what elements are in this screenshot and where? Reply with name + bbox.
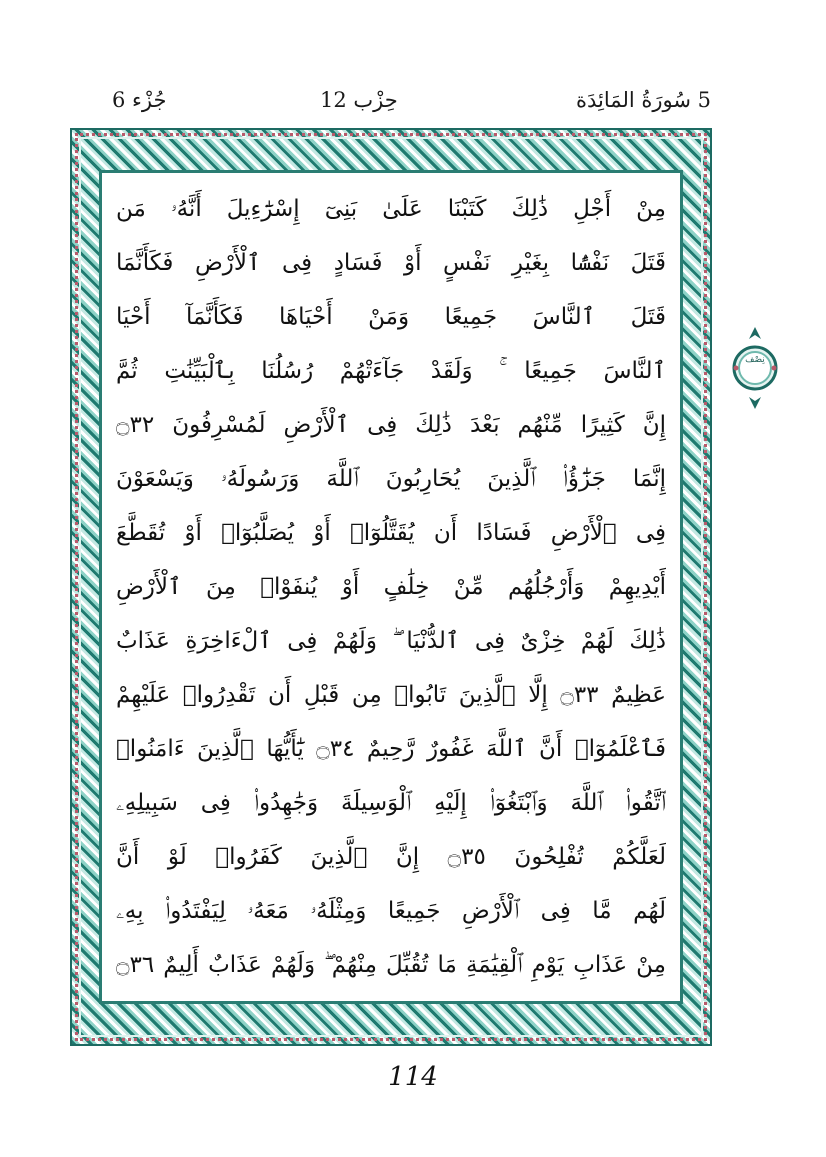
text-line-15: مِنْ عَذَابِ يَوْمِ ٱلْقِيَٰمَةِ مَا تُقُبِّلَ مِنْهُمْ ۖ وَلَهُمْ عَذَابٌ أَلِيمٌ ۝٣٦ [116,952,666,978]
marker-label: نِصْف [745,355,765,365]
text-line-12: ٱتَّقُوا۟ ٱللَّهَ وَٱبْتَغُوٓا۟ إِلَيْهِ ٱلْوَسِيلَةَ وَجَٰهِدُوا۟ فِى سَبِيلِهِۦ [116,790,666,816]
header-juz: جُزْء 6 [112,88,167,112]
text-line-2: قَتَلَ نَفْسًۢا بِغَيْرِ نَفْسٍ أَوْ فَسَادٍ فِى ٱلْأَرْضِ فَكَأَنَّمَا [116,250,666,276]
ornamental-frame [70,128,712,1046]
text-line-4: ٱلنَّاسَ جَمِيعًا ۚ وَلَقَدْ جَآءَتْهُمْ رُسُلُنَا بِٱلْبَيِّنَٰتِ ثُمَّ [116,358,666,384]
text-line-13: لَعَلَّكُمْ تُفْلِحُونَ ۝٣٥ إِنَّ ٱلَّذِينَ كَفَرُوا۟ لَوْ أَنَّ [116,844,666,870]
rosette-icon [732,325,778,411]
text-line-14: لَهُم مَّا فِى ٱلْأَرْضِ جَمِيعًا وَمِثْلَهُۥ مَعَهُۥ لِيَفْتَدُوا۟ بِهِۦ [116,898,666,924]
header-surah: 5 سُورَةُ المَائِدَة [576,88,711,112]
text-line-1: مِنْ أَجْلِ ذَٰلِكَ كَتَبْنَا عَلَىٰ بَنِىٓ إِسْرَٰٓءِيلَ أَنَّهُۥ مَن [116,196,666,222]
text-line-7: فِى ٱلْأَرْضِ فَسَادًا أَن يُقَتَّلُوٓا۟ أَوْ يُصَلَّبُوٓا۟ أَوْ تُقَطَّعَ [116,520,666,546]
page-number: 114 [388,1062,438,1092]
text-line-3: قَتَلَ ٱلنَّاسَ جَمِيعًا وَمَنْ أَحْيَاهَا فَكَأَنَّمَآ أَحْيَا [116,304,666,330]
hizb-quarter-marker [732,325,778,411]
text-line-6: إِنَّمَا جَزَٰٓؤُا۟ ٱلَّذِينَ يُحَارِبُونَ ٱللَّهَ وَرَسُولَهُۥ وَيَسْعَوْنَ [116,466,666,492]
text-line-11: فَٱعْلَمُوٓا۟ أَنَّ ٱللَّهَ غَفُورٌ رَّحِيمٌ ۝٣٤ يَٰٓأَيُّهَا ٱلَّذِينَ ءَامَنُوا۟ [116,736,666,762]
text-lines [102,173,680,1001]
text-panel [99,170,683,1004]
text-line-5: إِنَّ كَثِيرًا مِّنْهُم بَعْدَ ذَٰلِكَ فِى ٱلْأَرْضِ لَمُسْرِفُونَ ۝٣٢ [116,412,666,438]
header-hizb: حِزْب 12 [320,88,398,112]
text-line-10: عَظِيمٌ ۝٣٣ إِلَّا ٱلَّذِينَ تَابُوا۟ مِن قَبْلِ أَن تَقْدِرُوا۟ عَلَيْهِمْ [116,682,666,708]
text-line-9: ذَٰلِكَ لَهُمْ خِزْىٌ فِى ٱلدُّنْيَا ۖ وَلَهُمْ فِى ٱلْءَاخِرَةِ عَذَابٌ [116,628,666,654]
text-line-8: أَيْدِيهِمْ وَأَرْجُلُهُم مِّنْ خِلَٰفٍ أَوْ يُنفَوْا۟ مِنَ ٱلْأَرْضِ [116,574,666,600]
